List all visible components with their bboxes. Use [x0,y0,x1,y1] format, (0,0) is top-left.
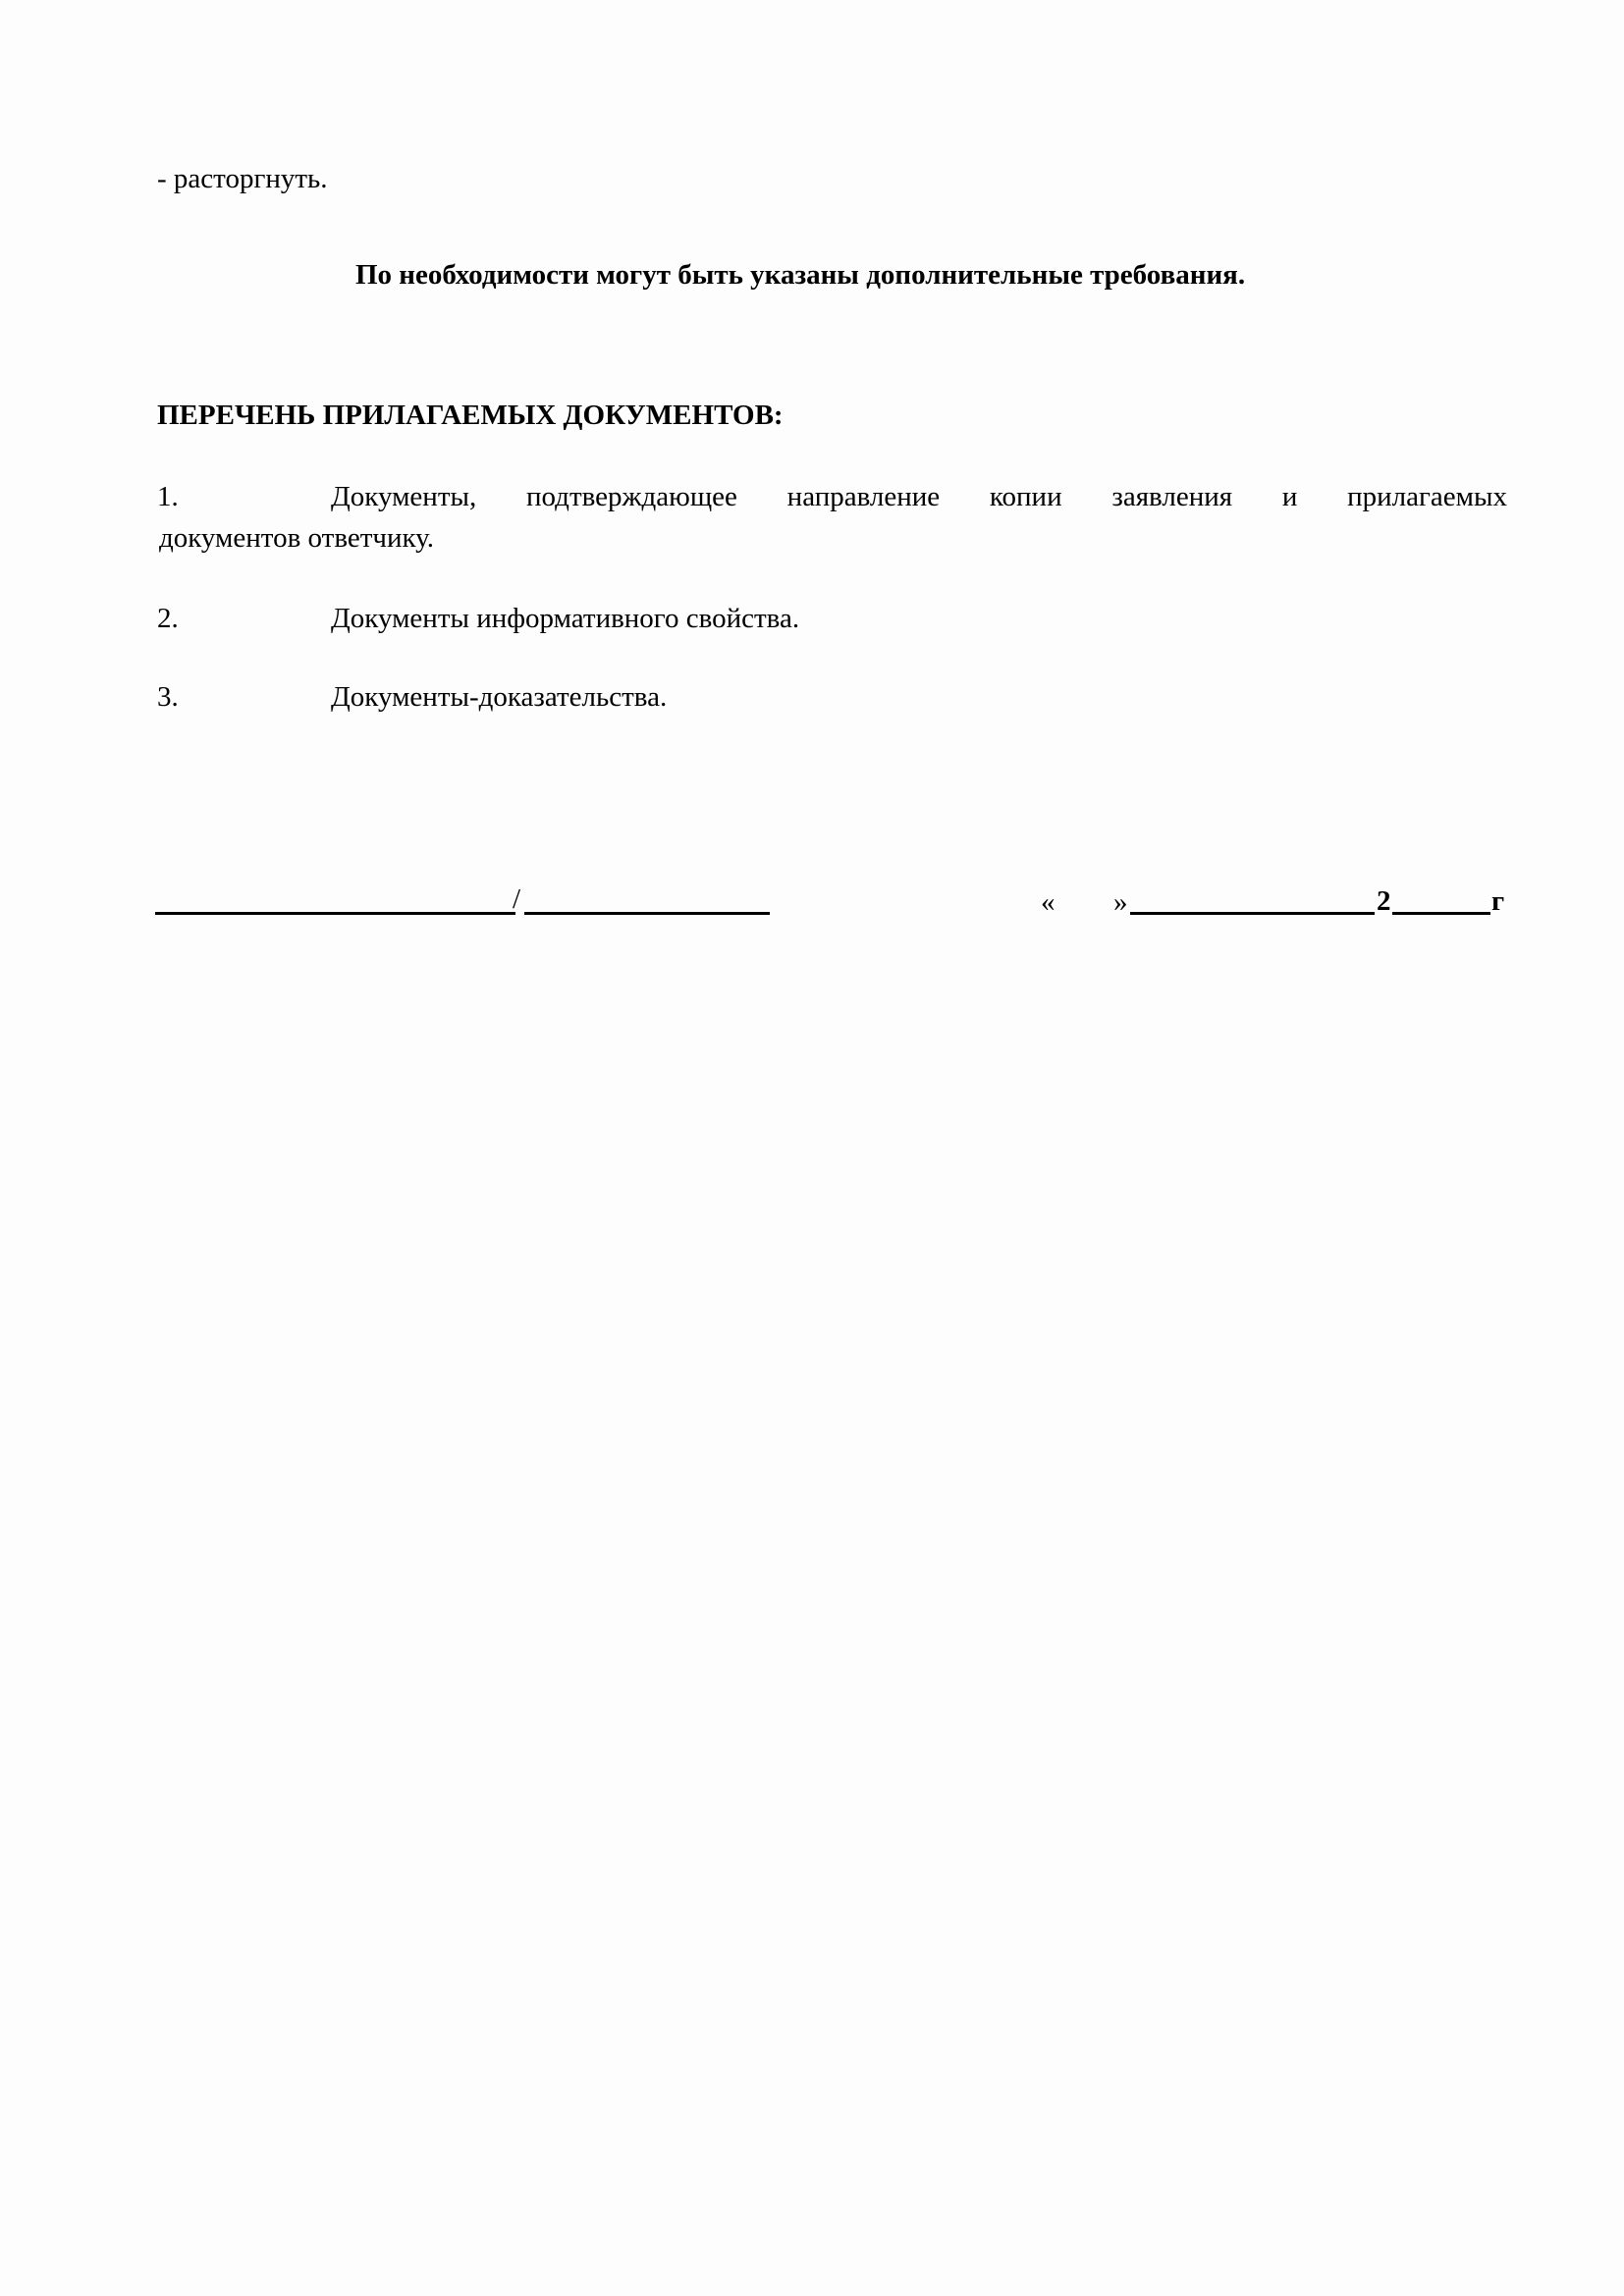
additional-requirements-note: По необходимости могут быть указаны дополнительные требования. [355,259,1246,291]
item-number: 3. [157,681,179,713]
attachments-heading: ПЕРЕЧЕНЬ ПРИЛАГАЕМЫХ ДОКУМЕНТОВ: [157,400,784,431]
item-text: Документы информативного свойства. [331,603,800,634]
name-line [524,912,770,915]
date-quote-close: » [1113,886,1128,918]
signature-slash: / [513,883,521,915]
item-text: Документы-доказательства. [331,681,668,713]
item-text-continuation: документов ответчику. [159,522,435,554]
item-number: 2. [157,603,179,634]
month-line [1130,912,1375,915]
intro-line: - расторгнуть. [157,163,328,194]
year-suffix: г [1491,885,1505,917]
signature-line [155,912,515,915]
year-line [1392,912,1490,915]
year-prefix: 2 [1377,885,1391,917]
date-quote-open: « [1041,886,1056,918]
item-text: Документы, подтверждающее направление копии заявления и прилагаемых [331,481,1507,512]
item-number: 1. [157,481,179,512]
